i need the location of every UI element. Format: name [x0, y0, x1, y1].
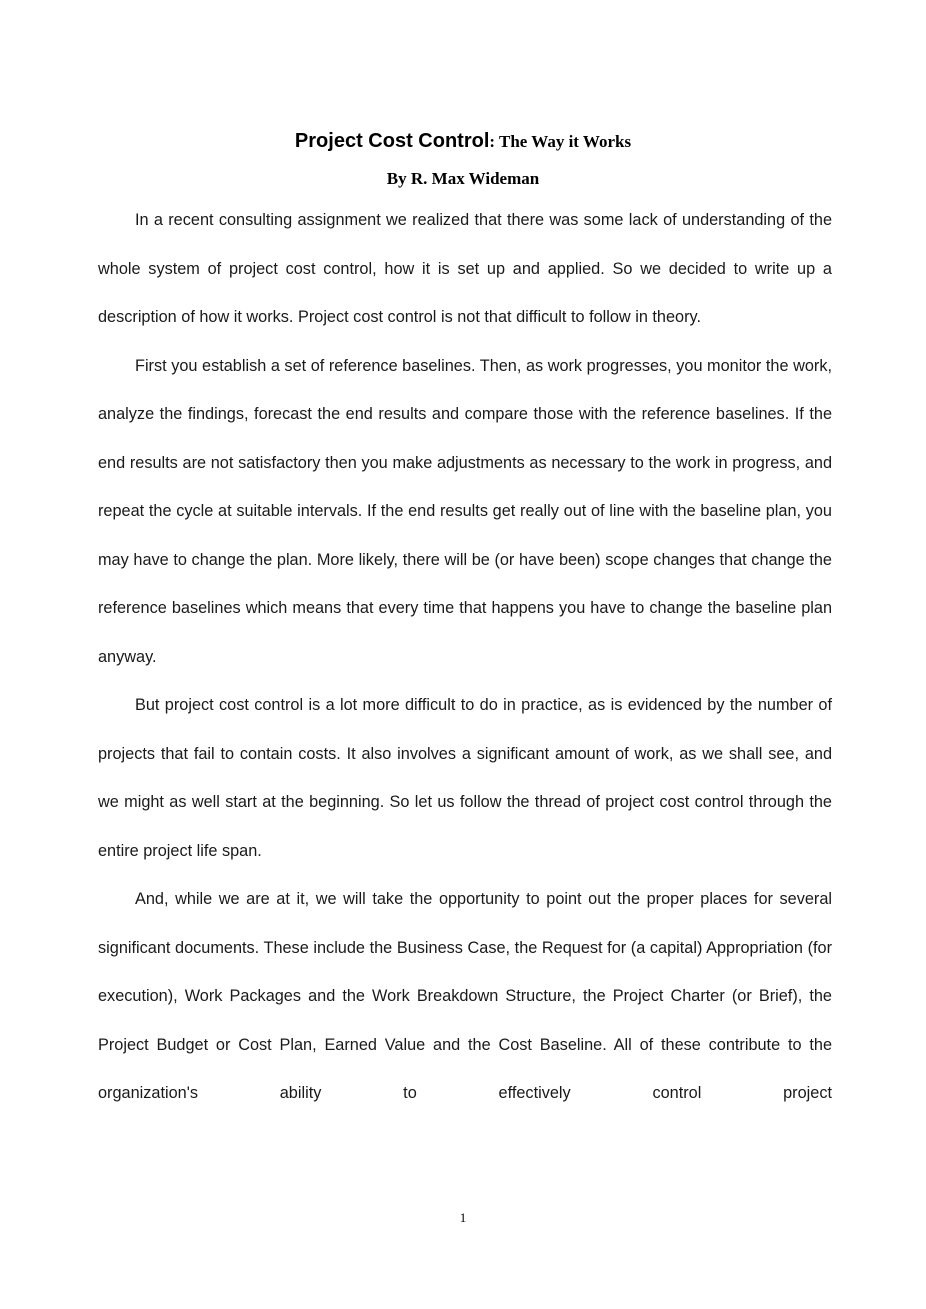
document-body [98, 196, 832, 1118]
document-title [0, 120, 926, 158]
paragraph-4: And, while we are at it, we will take the opportunity to point out the proper places for several significant documents. These include the Business Case, the Request for (a capital) Appropriation (for execution), Work Packages and the Work Breakdown Structure, the Project Charter (or Brief), the Project Budget or Cost Plan, Earned Value and the Cost Baseline. All of these contribute to the organization's ability to effectively control project [98, 890, 832, 1102]
paragraph-3: But project cost control is a lot more difficult to do in practice, as is evidenced by the number of projects that fail to contain costs. It also involves a significant amount of work, as we shall see, and we might as well start at the beginning. So let us follow the thread of project cost control through the entire project life span. [98, 696, 832, 860]
paragraph-2: First you establish a set of reference baselines. Then, as work progresses, you monitor the work, analyze the findings, forecast the end results and compare those with the reference baselines. If the end results are not satisfactory then you make adjustments as necessary to the work in progress, and repeat the cycle at suitable intervals. If the end results get really out of line with the baseline plan, you may have to change the plan. More likely, there will be (or have been) scope changes that change the reference baselines which means that every time that happens you have to change the baseline plan anyway. [98, 356, 832, 666]
author-byline: By R. Max Wideman [386, 169, 540, 188]
title-subtitle: : The Way it Works [489, 132, 632, 151]
title-main: Project Cost Control [294, 130, 490, 152]
paragraph-1: In a recent consulting assignment we realized that there was some lack of understanding of the whole system of project cost control, how it is set up and applied. So we decided to write up a description of how it works. Project cost control is not that difficult to follow in theory. [98, 211, 832, 326]
page-number: 1 [459, 1210, 467, 1225]
